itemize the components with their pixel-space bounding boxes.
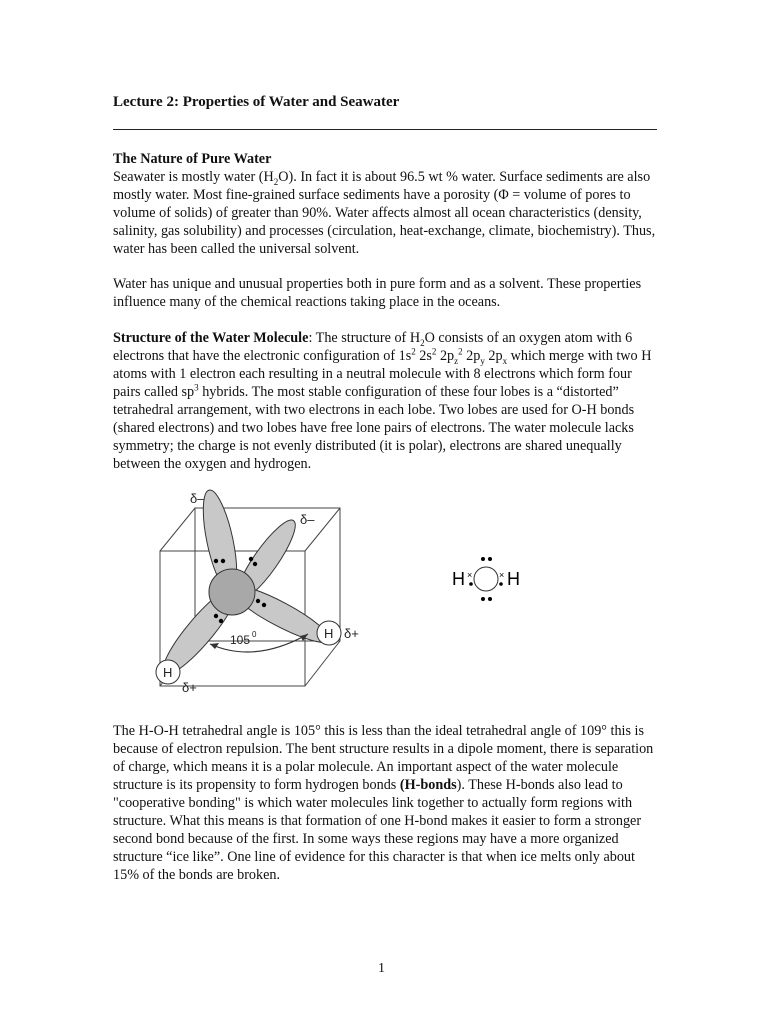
- electron-cross: ×: [499, 570, 505, 580]
- electron-dot: [488, 557, 492, 561]
- delta-minus-label: δ–: [300, 512, 315, 527]
- electron-dot: [221, 559, 225, 563]
- electron-dot: [488, 597, 492, 601]
- electron-dot: [499, 582, 503, 586]
- document-title: Lecture 2: Properties of Water and Seawater: [113, 94, 400, 110]
- electron-dot: [469, 582, 473, 586]
- electron-dot: [262, 603, 266, 607]
- angle-arrowhead: [210, 643, 219, 649]
- paragraph-structure: Structure of the Water Molecule: The structure of $H_2O$ consists of an oxygen atom with 6 electrons that have the electronic configuration of $1s^2$ $2s^2$ $2p_z^2$ $2p_y$ $2p_x$ which merge with two H atoms with 1 electron each resulting in a neutral molecule with 8 electrons which form four pairs called $sp^3$ hybrids. The most stable configuration of these four lobes is a “distorted” tetrahedral arrangement, with two electrons in each lobe. Two lobes are used for O-H bonds (shared electrons) and two lobes have free lone pairs of electrons. The water molecule lacks symmetry; the charge is not evenly distributed (it is polar), electrons are shared unequally between the oxygen and hydrogen.: [113, 330, 652, 472]
- water-molecule-figure: [140, 486, 380, 698]
- electron-dot: [481, 597, 485, 601]
- paragraph-2: Water has unique and unusual properties both in pure form and as a solvent. These properties influence many of the chemical reactions taking place in the oceans.: [113, 276, 642, 310]
- delta-plus-label: δ+: [182, 680, 197, 695]
- section-pure-water: [113, 150, 658, 258]
- electron-dot: [219, 619, 223, 623]
- paragraph-1: Seawater is mostly water $(H_2O)$. In fact it is about 96.5 wt % water. Surface sediments are also mostly water. Most fine-grained surface sediments have a porosity (Φ = volume of pores to volume of solids) of greater than 90%. Water affects almost all ocean characteristics (density, salinity, gas solubility) and processes (circulation, heat-exchange, climate, biochemistry). Thus, water has been called the universal solvent.: [113, 169, 656, 257]
- lewis-structure-diagram: [446, 555, 526, 605]
- oxygen-center: [474, 567, 498, 591]
- electron-dot: [256, 599, 260, 603]
- delta-minus-label: δ–: [190, 491, 205, 506]
- bond-angle-arc: [210, 634, 308, 652]
- oxygen-atom: [209, 569, 255, 615]
- cube-edge: [160, 508, 195, 551]
- degree-mark: 0: [252, 630, 257, 639]
- cube-edge: [305, 641, 340, 686]
- delta-plus-label: δ+: [344, 626, 359, 641]
- lewis-structure: [446, 555, 526, 605]
- hydrogen-label: H: [324, 626, 334, 641]
- electron-dot: [249, 557, 253, 561]
- hydrogen-label: H: [163, 665, 173, 680]
- h-bonds-term: (H-bonds: [399, 777, 457, 793]
- title-divider: [113, 129, 657, 130]
- lewis-hydrogen-right: H: [507, 569, 520, 589]
- section-heading-pure-water: The Nature of Pure Water: [113, 151, 272, 167]
- section-heading-structure: Structure of the Water Molecule: [113, 330, 309, 346]
- paragraph-h-bonds: The H-O-H tetrahedral angle is 105° this is less than the ideal tetrahedral angle of 109° this is because of electron repulsion. The bent structure results in a dipole moment, there is separation of charge, which means it is a polar molecule. An important aspect of the water molecule structure is its propensity to form hydrogen bonds (H-bonds). These H-bonds also lead to "cooperative bonding" is which water molecules link together to actually form regions with structure. What this means is that formation of one H-bond makes it easier to form a stronger second bond because of the first. In some ways these regions may have a more organized structure “ice like”. One line of evidence for this character is that when ice melts only about 15% of the bonds are broken.: [113, 723, 654, 883]
- electron-dot: [214, 559, 218, 563]
- electron-dot: [481, 557, 485, 561]
- electron-cross: ×: [467, 570, 473, 580]
- electron-dot: [214, 614, 218, 618]
- water-molecule-diagram: [140, 486, 380, 698]
- electron-dot: [253, 562, 257, 566]
- lewis-hydrogen-left: H: [452, 569, 465, 589]
- page-number: 1: [378, 961, 385, 976]
- bond-angle-label: 105: [230, 633, 251, 647]
